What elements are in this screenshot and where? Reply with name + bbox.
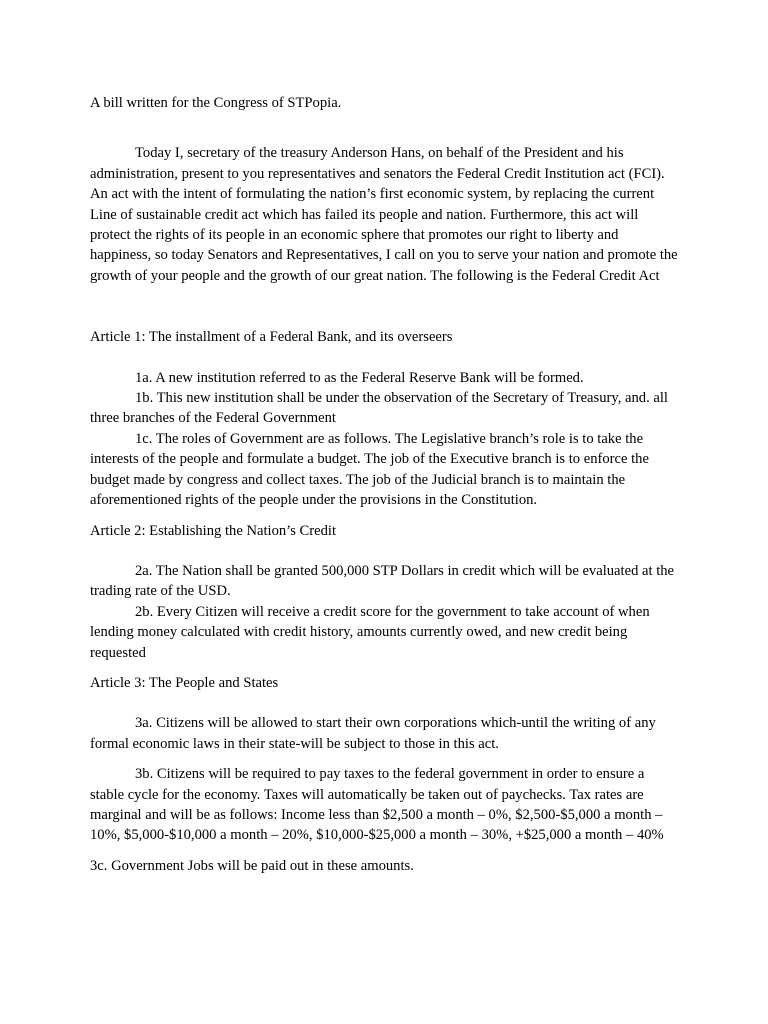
article-2a: 2a. The Nation shall be granted 500,000 STP Dollars in credit which will be evaluated at the trading rate of the USD. (90, 562, 675, 600)
article-1-heading: Article 1: The installment of a Federal Bank, and its overseers (90, 329, 453, 346)
article-3a: 3a. Citizens will be allowed to start their own corporations which-until the writing of any formal economic laws in their state-will be subject to those in this act. (90, 715, 656, 752)
document-body (90, 93, 680, 876)
article-1b: 1b. This new institution shall be under the observation of the Secretary of Treasury, and. all three branches of the Federal Government (90, 390, 668, 427)
article-3c: 3c. Government Jobs will be paid out in these amounts. (90, 857, 414, 874)
article-3b: 3b. Citizens will be required to pay taxes to the federal government in order to ensure a stable cycle for the economy. Taxes will automatically be taken out of paychecks. Tax rates are marginal and will be as follows: Income less than $2,500 a month – 0%, $2,500-$5,000 a month – 10%, $5,000-$10,000 a month – 20%, $10,000-$25,000 a month – 30%, +$25,000 a month – 40% (90, 766, 664, 844)
article-1a: 1a. A new institution referred to as the Federal Reserve Bank will be formed. (135, 369, 584, 386)
article-2-heading: Article 2: Establishing the Nation’s Credit (90, 522, 337, 539)
article-1c: 1c. The roles of Government are as follows. The Legislative branch’s role is to take the interests of the people and formulate a budget. The job of the Executive branch is to enforce the budget made by congress and collect taxes. The job of the Judicial branch is to maintain the aforementioned rights of the people under the provisions in the Constitution. (90, 430, 649, 509)
article-3-heading: Article 3: The People and States (90, 674, 279, 691)
intro-paragraph: Today I, secretary of the treasury Anderson Hans, on behalf of the President and his administration, present to you representatives and senators the Federal Credit Institution act (FCI). An act with the intent of formulating the nation’s first economic system, by replacing the current Line of sustainable credit act which has failed its people and nation. Furthermore, this act will protect the rights of its people in an economic sphere that promotes our right to liberty and happiness, so today Senators and Representatives, I call on you to serve your nation and promote the growth of your people and the growth of our great nation. The following is the Federal Credit Act (90, 145, 678, 284)
article-2b: 2b. Every Citizen will receive a credit score for the government to take account of when lending money calculated with credit history, amounts currently owed, and new credit being requested (90, 603, 650, 661)
bill-title-line: A bill written for the Congress of STPopia. (90, 95, 342, 111)
